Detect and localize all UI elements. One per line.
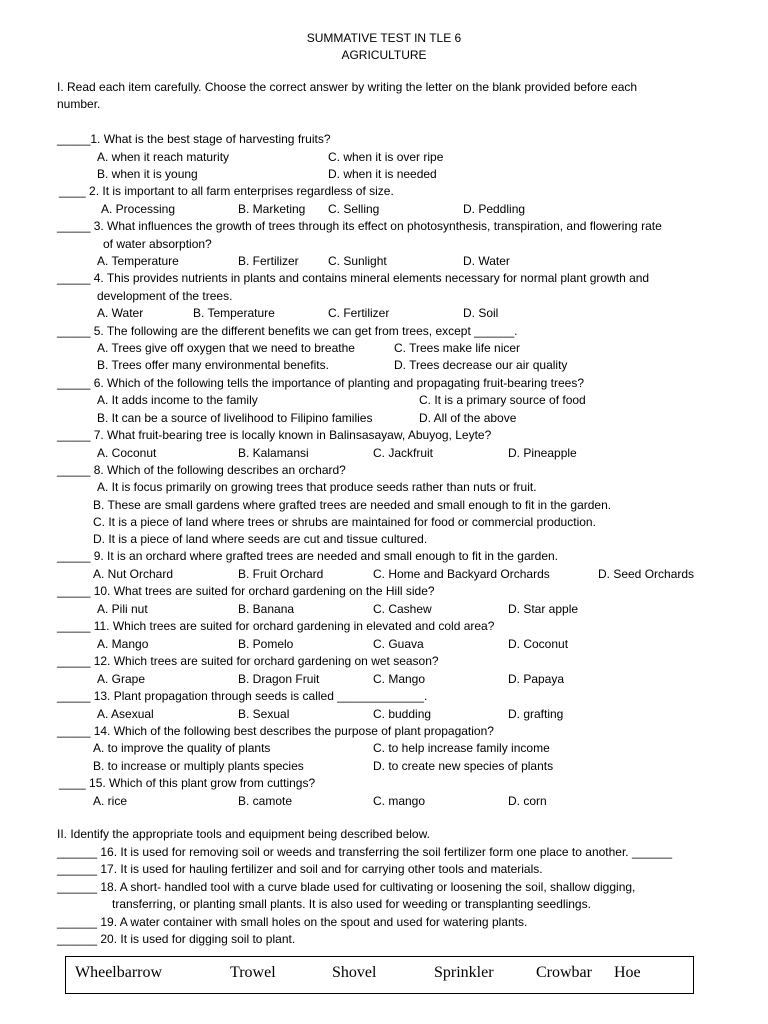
question-17: ______ 17. It is used for hauling fertilizer and soil and for carrying other tools and materials. (57, 862, 543, 876)
q13-option-c: C. budding (373, 707, 432, 721)
q15-option-b: B. camote (238, 794, 293, 808)
word-bank-item: Wheelbarrow (75, 964, 163, 981)
q4-option-b: B. Temperature (193, 306, 275, 320)
q13-option-a: A. Asexual (97, 707, 154, 721)
q2-option-c: C. Selling (328, 202, 380, 216)
q11-option-a: A. Mango (97, 637, 149, 651)
q4-option-d: D. Soil (463, 306, 499, 320)
q15-option-d: D. corn (508, 794, 547, 808)
q9-option-b: B. Fruit Orchard (238, 567, 324, 581)
q6-option-c: C. It is a primary source of food (419, 393, 586, 407)
q10-option-d: D. Star apple (508, 602, 579, 616)
q12-option-c: C. Mango (373, 672, 426, 686)
q8-option-a: A. It is focus primarily on growing trees that produce seeds rather than nuts or fruit. (97, 480, 537, 494)
q8-option-b: B. These are small gardens where grafted trees are needed and small enough to fit in the garden. (93, 498, 612, 512)
q2-option-d: D. Peddling (463, 202, 526, 216)
question-19: ______ 19. A water container with small holes on the spout and used for watering plants. (57, 915, 528, 929)
question-7: _____ 7. What fruit-bearing tree is locally known in Balinsasayaw, Abuyog, Leyte? (57, 428, 492, 442)
q6-option-d: D. All of the above (419, 411, 517, 425)
question-18: ______ 18. A short- handled tool with a curve blade used for cultivating or loosening the soil, shallow digging, (57, 880, 636, 894)
word-bank-item: Trowel (230, 964, 276, 981)
q10-option-a: A. Pili nut (97, 602, 148, 616)
question-16: ______ 16. It is used for removing soil or weeds and transferring the soil fertilizer form one place to another. ______ (57, 845, 673, 859)
question-15: ____ 15. Which of this plant grow from cuttings? (59, 776, 316, 790)
q8-option-c: C. It is a piece of land where trees or shrubs are maintained for food or commercial production. (93, 515, 596, 529)
question-12: _____ 12. Which trees are suited for orchard gardening on wet season? (57, 654, 439, 668)
q4-option-a: A. Water (97, 306, 144, 320)
q2-option-a: A. Processing (101, 202, 176, 216)
q12-option-b: B. Dragon Fruit (238, 672, 320, 686)
q10-option-b: B. Banana (238, 602, 295, 616)
question-9: _____ 9. It is an orchard where grafted trees are needed and small enough to fit in the garden. (57, 549, 558, 563)
q11-option-b: B. Pomelo (238, 637, 294, 651)
q3-option-b: B. Fertilizer (238, 254, 299, 268)
question-1: _____1. What is the best stage of harvesting fruits? (57, 132, 331, 146)
q13-option-b: B. Sexual (238, 707, 290, 721)
question-4: _____ 4. This provides nutrients in plants and contains mineral elements necessary for normal plant growth and (57, 271, 650, 285)
q1-option-c: C. when it is over ripe (328, 150, 444, 164)
question-13: _____ 13. Plant propagation through seeds is called _____________. (57, 689, 428, 703)
question-3: _____ 3. What influences the growth of trees through its effect on photosynthesis, transpiration, and flowering rate (57, 219, 662, 233)
q4-option-c: C. Fertilizer (328, 306, 390, 320)
q7-option-c: C. Jackfruit (373, 446, 434, 460)
word-bank-item: Sprinkler (434, 964, 494, 981)
q5-option-c: C. Trees make life nicer (394, 341, 521, 355)
q10-option-c: C. Cashew (373, 602, 432, 616)
q15-option-c: C. mango (373, 794, 426, 808)
q13-option-d: D. grafting (508, 707, 564, 721)
question-14: _____ 14. Which of the following best describes the purpose of plant propagation? (57, 724, 494, 738)
part2-instruction: II. Identify the appropriate tools and equipment being described below. (57, 827, 430, 841)
q11-option-c: C. Guava (373, 637, 424, 651)
q9-option-a: A. Nut Orchard (93, 567, 174, 581)
q7-option-d: D. Pineapple (508, 446, 577, 460)
q15-option-a: A. rice (93, 794, 128, 808)
q1-option-d: D. when it is needed (328, 167, 437, 181)
q12-option-a: A. Grape (97, 672, 146, 686)
q3-option-c: C. Sunlight (328, 254, 387, 268)
q5-option-b: B. Trees offer many environmental benefits. (97, 358, 329, 372)
question-11: _____ 11. Which trees are suited for orchard gardening in elevated and cold area? (57, 619, 495, 633)
question-18-cont: transferring, or planting small plants. It is also used for weeding or transplanting seedlings. (112, 897, 591, 911)
q11-option-d: D. Coconut (508, 637, 569, 651)
q9-option-d: D. Seed Orchards (598, 567, 695, 581)
question-8: _____ 8. Which of the following describes an orchard? (57, 463, 346, 477)
q14-option-d: D. to create new species of plants (373, 759, 554, 773)
q14-option-c: C. to help increase family income (373, 741, 550, 755)
question-3-cont: of water absorption? (103, 237, 212, 251)
q5-option-a: A. Trees give off oxygen that we need to breathe (97, 341, 355, 355)
q9-option-c: C. Home and Backyard Orchards (373, 567, 550, 581)
question-20: ______ 20. It is used for digging soil to plant. (57, 932, 296, 946)
q8-option-d: D. It is a piece of land where seeds are cut and tissue cultured. (93, 532, 428, 546)
page-subtitle: AGRICULTURE (341, 48, 427, 62)
q2-option-b: B. Marketing (238, 202, 306, 216)
q6-option-b: B. It can be a source of livelihood to Filipino families (97, 411, 373, 425)
question-2: ____ 2. It is important to all farm enterprises regardless of size. (59, 184, 394, 198)
question-10: _____ 10. What trees are suited for orchard gardening on the Hill side? (57, 584, 435, 598)
part1-instruction: I. Read each item carefully. Choose the correct answer by writing the letter on the blank provided before each (57, 80, 638, 94)
q3-option-a: A. Temperature (97, 254, 179, 268)
q14-option-a: A. to improve the quality of plants (93, 741, 271, 755)
question-4-cont: development of the trees. (97, 289, 233, 303)
q14-option-b: B. to increase or multiply plants species (93, 759, 304, 773)
q6-option-a: A. It adds income to the family (97, 393, 258, 407)
q12-option-d: D. Papaya (508, 672, 565, 686)
page-title: SUMMATIVE TEST IN TLE 6 (306, 31, 462, 45)
q7-option-b: B. Kalamansi (238, 446, 309, 460)
part1-instruction-cont: number. (57, 97, 101, 111)
question-6: _____ 6. Which of the following tells the importance of planting and propagating fruit-bearing trees? (57, 376, 584, 390)
q7-option-a: A. Coconut (97, 446, 157, 460)
word-bank-item: Shovel (332, 964, 377, 981)
question-5: _____ 5. The following are the different benefits we can get from trees, except ______. (57, 324, 518, 338)
q5-option-d: D. Trees decrease our air quality (394, 358, 568, 372)
q3-option-d: D. Water (463, 254, 510, 268)
word-bank-item: Crowbar (536, 964, 592, 981)
q1-option-a: A. when it reach maturity (97, 150, 230, 164)
q1-option-b: B. when it is young (97, 167, 198, 181)
word-bank-item: Hoe (614, 964, 641, 981)
